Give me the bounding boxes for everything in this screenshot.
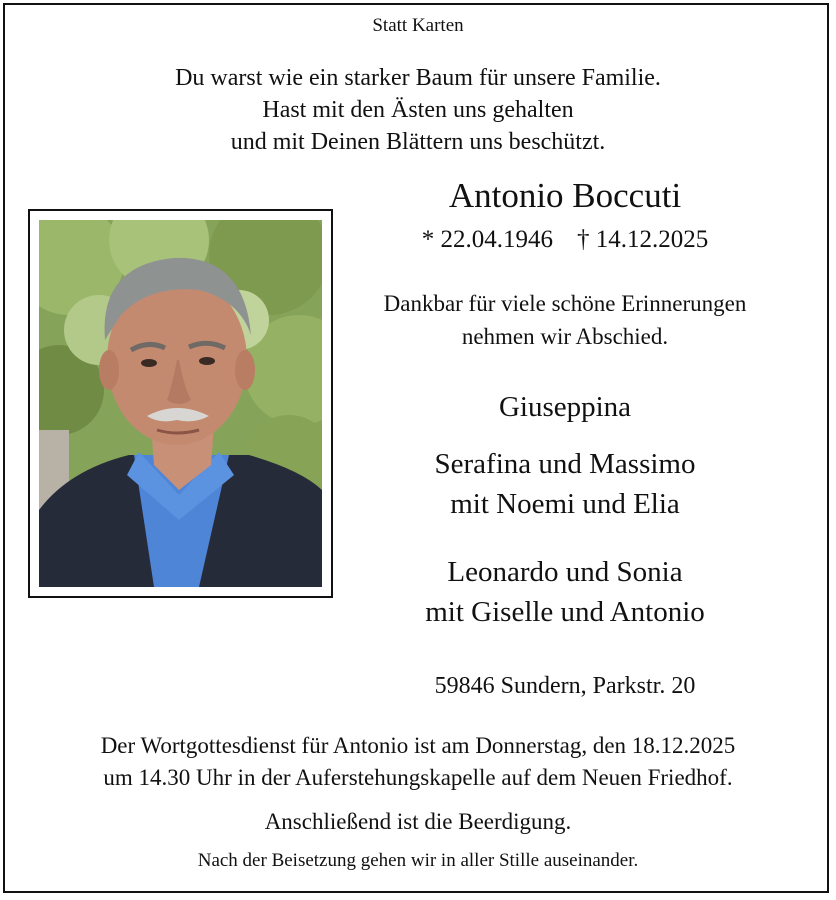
thanks-line-2: nehmen wir Abschied. xyxy=(461,324,669,349)
service-line-1: Der Wortgottesdienst für Antonio ist am Donnerstag, den 18.12.2025 xyxy=(100,733,736,758)
service-line-2: um 14.30 Uhr in der Auferstehungskapelle auf dem Neuen Friedhof. xyxy=(103,765,733,790)
family-spouse: Giuseppina xyxy=(498,391,632,423)
burial-note: Anschließend ist die Beerdigung. xyxy=(264,809,572,834)
death-date: † 14.12.2025 xyxy=(577,226,709,253)
header-statt-karten: Statt Karten xyxy=(372,15,464,36)
family-group-1-line-2: mit Noemi und Elia xyxy=(450,488,680,520)
family-group-1-line-1: Serafina und Massimo xyxy=(434,448,696,480)
birth-date: * 22.04.1946 xyxy=(421,226,553,253)
family-address: 59846 Sundern, Parkstr. 20 xyxy=(434,673,696,699)
family-group-2-line-1: Leonardo und Sonia xyxy=(447,556,683,588)
thanks-line-1: Dankbar für viele schöne Erinnerungen xyxy=(383,291,747,316)
poem-line-1: Du warst wie ein starker Baum für unsere Familie. xyxy=(175,65,661,91)
deceased-name: Antonio Boccuti xyxy=(448,176,682,215)
life-dates xyxy=(330,226,800,254)
portrait-photo-icon xyxy=(39,220,322,587)
poem-line-3: und mit Deinen Blättern uns beschützt. xyxy=(230,129,606,155)
family-group-2-line-2: mit Giselle und Antonio xyxy=(425,596,705,628)
closing-note: Nach der Beisetzung gehen wir in aller Stille auseinander. xyxy=(197,850,639,871)
photo-frame xyxy=(28,209,333,598)
poem-line-2: Hast mit den Ästen uns gehalten xyxy=(262,97,574,123)
